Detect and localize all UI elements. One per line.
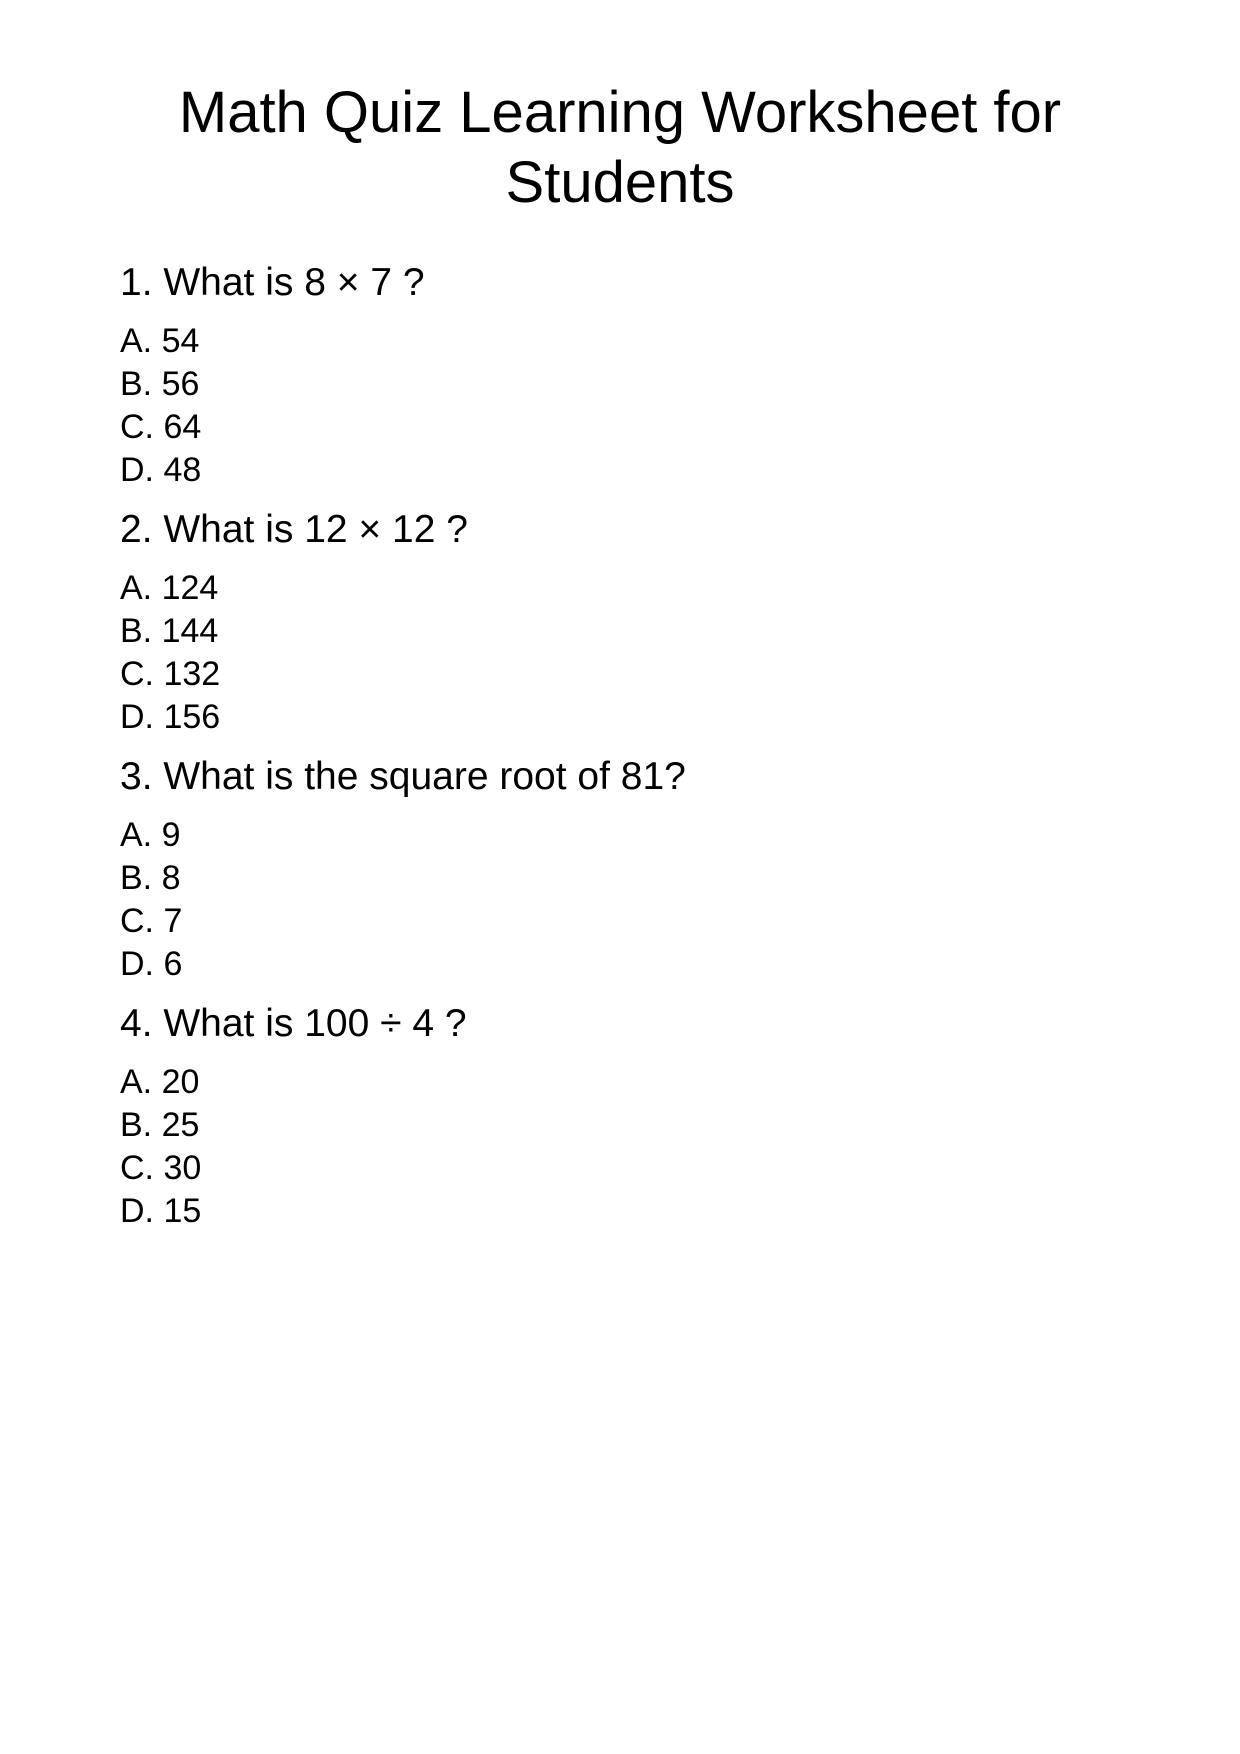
question-2-option-d: D. 156 [120, 698, 221, 736]
question-2-option-a: A. 124 [120, 569, 219, 607]
question-4 [120, 1000, 1120, 1233]
question-2-option-c: C. 132 [120, 655, 221, 693]
question-1-options [120, 320, 1120, 492]
question-2-option-b: B. 144 [120, 612, 219, 650]
question-4-text: 4. What is 100 ÷ 4 ? [120, 1002, 467, 1045]
question-3-text: 3. What is the square root of 81? [120, 755, 686, 798]
question-3-options [120, 814, 1120, 986]
question-3-option-d: D. 6 [120, 945, 183, 983]
question-2 [120, 506, 1120, 739]
question-1-option-d: D. 48 [120, 451, 202, 489]
question-4-option-d: D. 15 [120, 1192, 202, 1230]
question-1-text: 1. What is 8 × 7 ? [120, 261, 425, 304]
question-4-options [120, 1061, 1120, 1233]
question-1-option-c: C. 64 [120, 408, 202, 446]
question-4-option-a: A. 20 [120, 1063, 200, 1101]
question-1-option-a: A. 54 [120, 322, 200, 360]
question-4-option-b: B. 25 [120, 1106, 200, 1144]
question-1 [120, 259, 1120, 492]
question-1-option-b: B. 56 [120, 365, 200, 403]
question-3-option-b: B. 8 [120, 859, 181, 897]
question-3-option-a: A. 9 [120, 816, 181, 854]
question-3 [120, 753, 1120, 986]
question-4-option-c: C. 30 [120, 1149, 202, 1187]
page-title: Math Quiz Learning Worksheet for Students [178, 80, 1062, 215]
question-2-text: 2. What is 12 × 12 ? [120, 508, 468, 551]
question-3-option-c: C. 7 [120, 902, 183, 940]
question-2-options [120, 567, 1120, 739]
